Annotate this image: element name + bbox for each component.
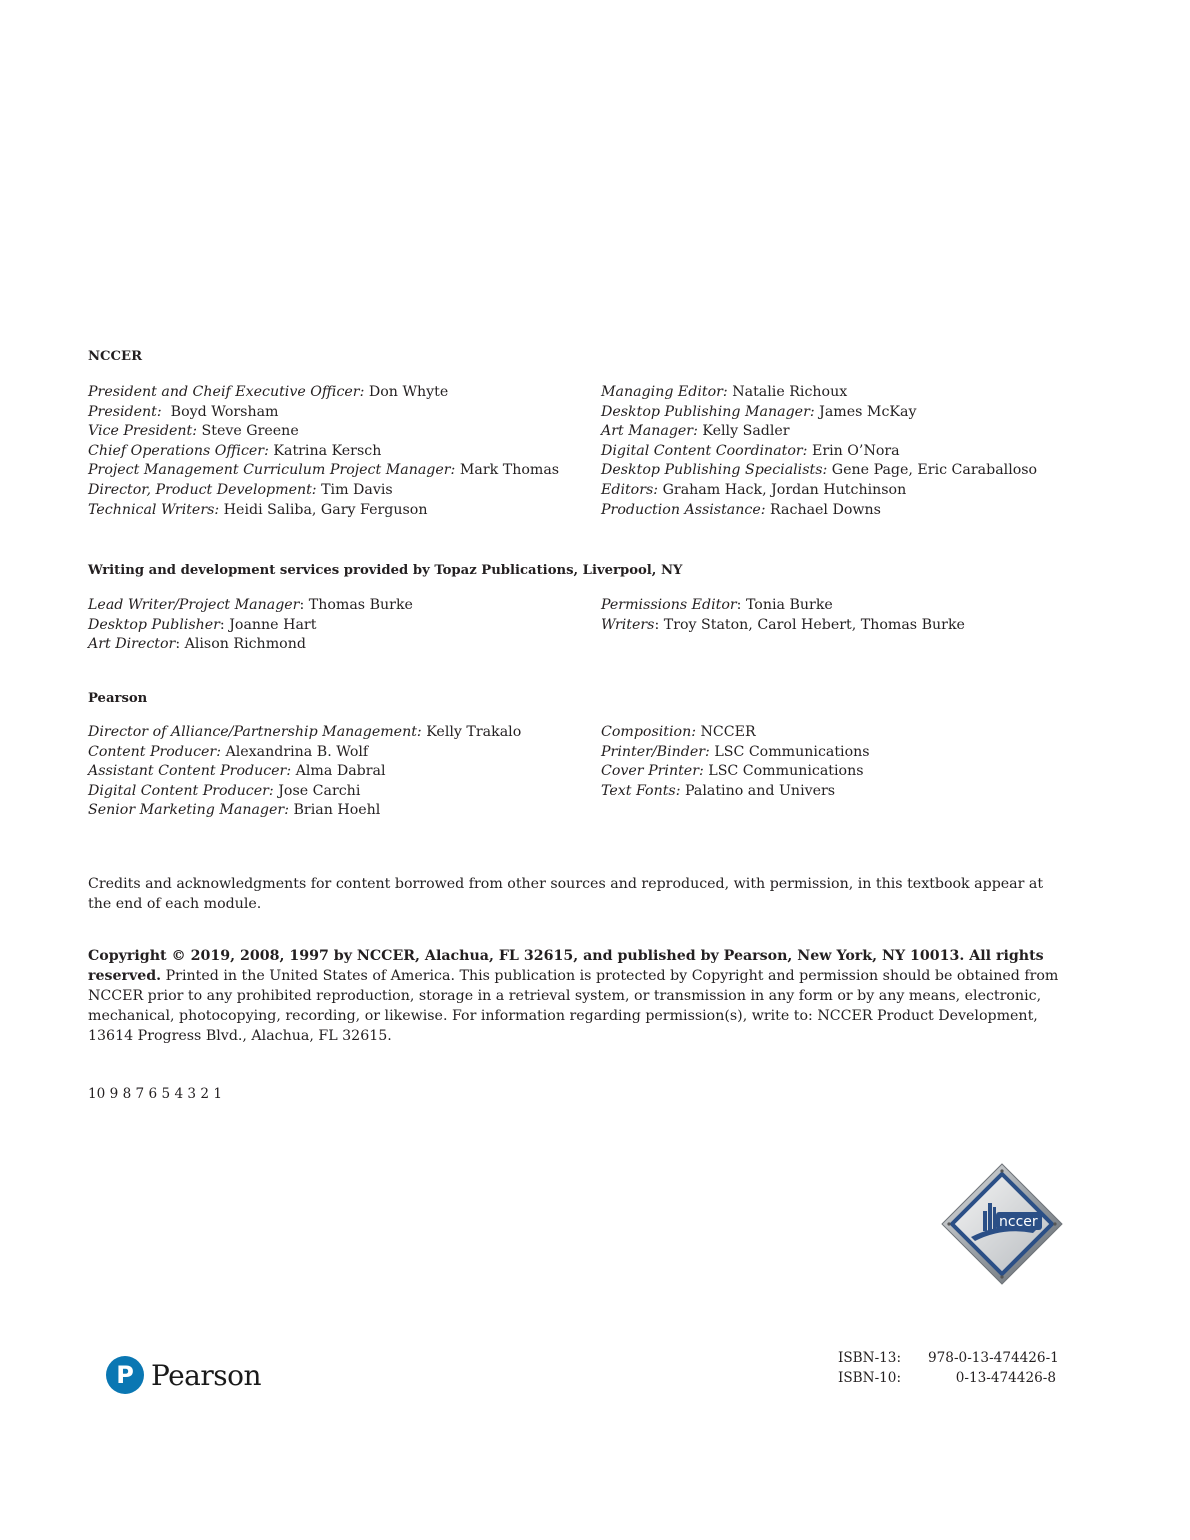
copyright-page	[88, 0, 1068, 1540]
credit-line: Permissions Editor: Tonia Burke	[601, 597, 833, 613]
credit-line: Desktop Publishing Manager: James McKay	[601, 403, 917, 420]
credit-line: Vice President: Steve Greene	[88, 423, 299, 440]
isbn-10-row: ISBN-10: 0-13-474426-8	[838, 1370, 1056, 1386]
credit-line: Director, Product Development: Tim Davis	[88, 481, 393, 498]
credit-line: Cover Printer: LSC Communications	[601, 763, 864, 780]
pearson-logo-word: Pearson	[151, 1358, 261, 1392]
credits-paragraph: Credits and acknowledgments for content borrowed from other sources and reproduced, with permission, in this textbook appear at the end of each module.	[88, 876, 1044, 912]
topaz-heading: Writing and development services provided by Topaz Publications, Liverpool, NY	[88, 563, 683, 578]
pearson-heading: Pearson	[88, 691, 148, 706]
nccer-logo-text: nccer	[999, 1214, 1038, 1230]
nccer-credits-right	[601, 383, 1037, 520]
credit-line: Technical Writers: Heidi Saliba, Gary Ferguson	[88, 501, 428, 518]
credit-line: Senior Marketing Manager: Brian Hoehl	[88, 802, 381, 819]
credit-line: Digital Content Coordinator: Erin O’Nora	[601, 442, 900, 459]
credit-line: Managing Editor: Natalie Richoux	[601, 384, 848, 400]
credit-line: Desktop Publisher: Joanne Hart	[88, 616, 317, 633]
credit-line: Chief Operations Officer: Katrina Kersch	[88, 442, 382, 459]
credit-line: President: Boyd Worsham	[88, 403, 279, 420]
credit-line: Director of Alliance/Partnership Management: Kelly Trakalo	[88, 724, 522, 740]
credit-line: Project Management Curriculum Project Manager: Mark Thomas	[88, 462, 560, 479]
credit-line: Composition: NCCER	[601, 724, 756, 740]
copyright-bold: Copyright © 2019, 2008, 1997 by NCCER, Alachua, FL 32615, and published by Pearson, New York, NY 10013. All rights reserved.	[88, 948, 1044, 984]
copyright-body: Printed in the United States of America. This publication is protected by Copyright and permission should be obtained from NCCER prior to any prohibited reproduction, storage in a retrieval system, or transmission in any form or by any means, electronic, mechanical, photocopying, recording, or likewise. For information regarding permission(s), write to: NCCER Product Development, 13614 Progress Blvd., Alachua, FL 32615.	[88, 968, 1059, 1044]
credit-line: Text Fonts: Palatino and Univers	[601, 782, 836, 799]
credit-line: Writers: Troy Staton, Carol Hebert, Thomas Burke	[601, 616, 965, 633]
nccer-credits-left	[88, 383, 559, 520]
credit-line: Lead Writer/Project Manager: Thomas Burke	[88, 597, 413, 613]
isbn-13-row: ISBN-13: 978-0-13-474426-1	[838, 1350, 1059, 1366]
nccer-logo-icon	[941, 1163, 1063, 1285]
credit-line: Desktop Publishing Specialists: Gene Page, Eric Caraballoso	[601, 462, 1038, 479]
copyright-paragraph	[88, 946, 1063, 1046]
pearson-credits-right	[601, 723, 870, 801]
nccer-heading: NCCER	[88, 349, 143, 364]
credit-line: Printer/Binder: LSC Communications	[601, 743, 870, 760]
credit-line: Production Assistance: Rachael Downs	[601, 501, 881, 518]
credit-line: Art Manager: Kelly Sadler	[601, 423, 790, 440]
topaz-credits-left	[88, 596, 413, 655]
credit-line: Editors: Graham Hack, Jordan Hutchinson	[601, 481, 907, 498]
printing-line: 10 9 8 7 6 5 4 3 2 1	[88, 1086, 223, 1102]
nccer-logo	[941, 1163, 1063, 1285]
pearson-logo-icon: P	[106, 1356, 144, 1394]
isbn-block	[838, 1348, 1059, 1388]
credit-line: Art Director: Alison Richmond	[88, 636, 306, 653]
pearson-logo	[106, 1356, 261, 1394]
pearson-credits-left	[88, 723, 521, 821]
credit-line: Digital Content Producer: Jose Carchi	[88, 782, 361, 799]
credit-line: President and Cheif Executive Officer: Don Whyte	[88, 384, 449, 400]
credit-line: Assistant Content Producer: Alma Dabral	[88, 763, 386, 780]
topaz-credits-right	[601, 596, 965, 635]
credit-line: Content Producer: Alexandrina B. Wolf	[88, 743, 369, 760]
